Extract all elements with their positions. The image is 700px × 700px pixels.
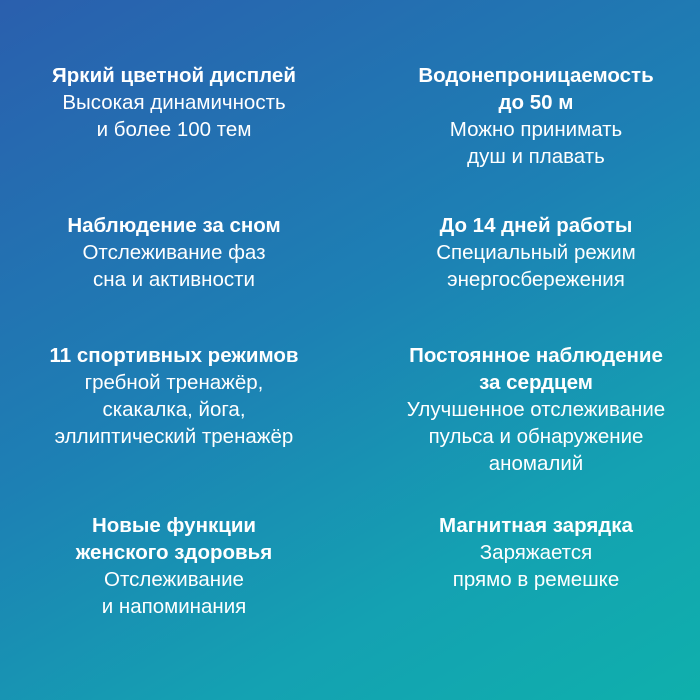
feature-title: Наблюдение за сном bbox=[67, 214, 281, 237]
feature-description: Отслеживание и напоминания bbox=[101, 568, 247, 618]
feature-description: Высокая динамичность и более 100 тем bbox=[62, 91, 286, 141]
feature-display bbox=[0, 62, 350, 212]
feature-title: Яркий цветной дисплей bbox=[52, 64, 296, 87]
feature-battery-life bbox=[350, 212, 700, 342]
feature-title: До 14 дней работы bbox=[439, 214, 633, 237]
feature-magnetic-charging bbox=[350, 512, 700, 682]
feature-title: Водонепроницаемость до 50 м bbox=[418, 64, 654, 114]
feature-title: 11 спортивных режимов bbox=[49, 344, 299, 367]
feature-womens-health bbox=[0, 512, 350, 682]
feature-title: Магнитная зарядка bbox=[439, 514, 633, 537]
feature-sport-modes bbox=[0, 342, 350, 512]
feature-description: Улучшенное отслеживание пульса и обнаружение аномалий bbox=[406, 398, 666, 475]
feature-water-resistance bbox=[350, 62, 700, 212]
feature-title: Новые функции женского здоровья bbox=[75, 514, 273, 564]
feature-heart-monitoring bbox=[350, 342, 700, 512]
feature-sleep-tracking bbox=[0, 212, 350, 342]
feature-description: Специальный режим энергосбережения bbox=[436, 241, 636, 291]
feature-description: Отслеживание фаз сна и активности bbox=[82, 241, 266, 291]
feature-description: Можно принимать душ и плавать bbox=[449, 118, 623, 168]
feature-title: Постоянное наблюдение за сердцем bbox=[409, 344, 663, 394]
feature-description: гребной тренажёр, скакалка, йога, эллиптический тренажёр bbox=[54, 371, 294, 448]
feature-description: Заряжается прямо в ремешке bbox=[452, 541, 620, 591]
